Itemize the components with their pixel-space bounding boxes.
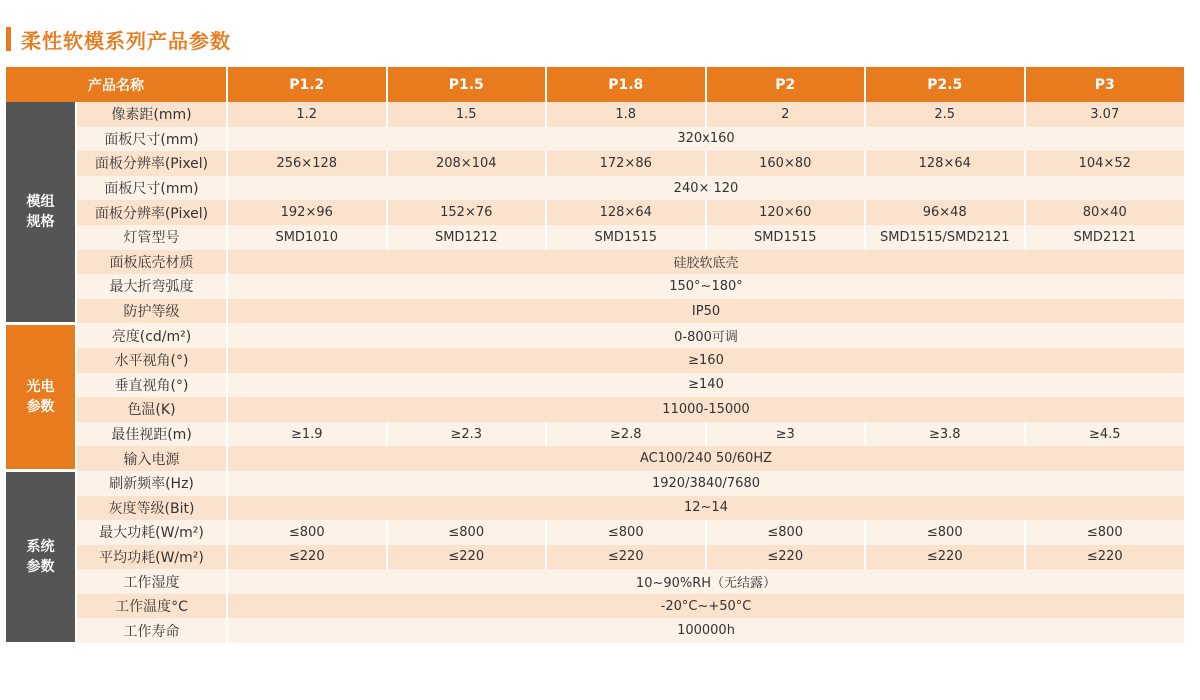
header-product-name: 产品名称 [6,67,227,102]
table-row [6,250,1184,275]
row-value: ≤220 [865,545,1025,570]
row-label: 最大功耗(W/m²) [76,520,227,545]
group-label: 系统 参数 [6,471,76,643]
row-value-merged: 150°~180° [227,274,1184,299]
table-row [6,225,1184,250]
group-label: 光电 参数 [6,323,76,471]
row-value: ≥2.3 [387,422,547,447]
header-model: P3 [1025,67,1185,102]
row-value: ≤220 [1025,545,1185,570]
row-label: 最佳视距(m) [76,422,227,447]
row-label: 刷新频率(Hz) [76,471,227,496]
table-row [6,397,1184,422]
row-value: ≤220 [227,545,387,570]
row-value-merged: 0-800可调 [227,323,1184,348]
row-label: 工作寿命 [76,618,227,643]
row-value: ≤220 [387,545,547,570]
row-value-merged: 240× 120 [227,176,1184,201]
row-value: 2 [706,102,866,127]
row-value: 192×96 [227,200,387,225]
table-row [6,299,1184,324]
row-label: 亮度(cd/m²) [76,323,227,348]
row-value: 208×104 [387,151,547,176]
row-value: ≤220 [546,545,706,570]
row-label: 面板尺寸(mm) [76,176,227,201]
header-model: P2 [706,67,866,102]
row-label: 面板分辨率(Pixel) [76,151,227,176]
header-model: P2.5 [865,67,1025,102]
row-label: 垂直视角(°) [76,373,227,398]
table-row [6,569,1184,594]
row-label: 水平视角(°) [76,348,227,373]
row-value-merged: 10~90%RH（无结露） [227,569,1184,594]
row-value-merged: ≥140 [227,373,1184,398]
row-value: 160×80 [706,151,866,176]
row-value: ≥3 [706,422,866,447]
row-label: 平均功耗(W/m²) [76,545,227,570]
row-value-merged: ≥160 [227,348,1184,373]
row-value: 120×60 [706,200,866,225]
row-value: 96×48 [865,200,1025,225]
header-model: P1.2 [227,67,387,102]
row-value: 128×64 [865,151,1025,176]
row-label: 输入电源 [76,446,227,471]
row-value: ≤800 [227,520,387,545]
row-value: 1.5 [387,102,547,127]
table-row [6,545,1184,570]
table-row [6,446,1184,471]
row-label: 色温(K) [76,397,227,422]
row-value: ≤800 [546,520,706,545]
row-value-merged: IP50 [227,299,1184,324]
table-row [6,102,1184,127]
table-row [6,373,1184,398]
row-label: 像素距(mm) [76,102,227,127]
row-label: 面板分辨率(Pixel) [76,200,227,225]
row-value: ≥3.8 [865,422,1025,447]
table-header-row [6,67,1184,102]
row-label: 工作温度°C [76,594,227,619]
header-model: P1.8 [546,67,706,102]
row-value: ≥4.5 [1025,422,1185,447]
table-row [6,127,1184,152]
table-row [6,471,1184,496]
row-value-merged: 1920/3840/7680 [227,471,1184,496]
row-value: SMD1515/SMD2121 [865,225,1025,250]
row-value: SMD1515 [706,225,866,250]
row-value: 104×52 [1025,151,1185,176]
row-label: 工作湿度 [76,569,227,594]
row-label: 灰度等级(Bit) [76,496,227,521]
page-heading [6,26,231,52]
row-value: ≥1.9 [227,422,387,447]
group-label: 模组 规格 [6,102,76,323]
row-value: SMD2121 [1025,225,1185,250]
row-value: ≤800 [865,520,1025,545]
row-value-merged: AC100/240 50/60HZ [227,446,1184,471]
table-row [6,594,1184,619]
row-value-merged: 320x160 [227,127,1184,152]
row-label: 灯管型号 [76,225,227,250]
row-value: 152×76 [387,200,547,225]
table-body [6,102,1184,643]
row-label: 面板底壳材质 [76,250,227,275]
row-value: 80×40 [1025,200,1185,225]
table-row [6,323,1184,348]
row-value: 128×64 [546,200,706,225]
row-value: 256×128 [227,151,387,176]
table-row [6,496,1184,521]
row-value: 172×86 [546,151,706,176]
row-value: 3.07 [1025,102,1185,127]
spec-table [6,67,1184,645]
row-label: 最大折弯弧度 [76,274,227,299]
row-value: 1.8 [546,102,706,127]
table-row [6,422,1184,447]
row-value: 1.2 [227,102,387,127]
title-accent-bar [6,27,11,51]
table-row [6,618,1184,643]
row-value: SMD1515 [546,225,706,250]
row-label: 防护等级 [76,299,227,324]
table-row [6,200,1184,225]
row-value: SMD1010 [227,225,387,250]
page-title: 柔性软模系列产品参数 [21,28,231,53]
table-row [6,348,1184,373]
row-label: 面板尺寸(mm) [76,127,227,152]
row-value: SMD1212 [387,225,547,250]
row-value: ≤800 [706,520,866,545]
row-value: ≤800 [1025,520,1185,545]
row-value: ≤220 [706,545,866,570]
row-value-merged: 100000h [227,618,1184,643]
row-value: 2.5 [865,102,1025,127]
table-row [6,274,1184,299]
row-value-merged: 12~14 [227,496,1184,521]
row-value-merged: 硅胶软底壳 [227,250,1184,275]
table-row [6,151,1184,176]
row-value: ≤800 [387,520,547,545]
row-value: ≥2.8 [546,422,706,447]
row-value-merged: 11000-15000 [227,397,1184,422]
row-value-merged: -20°C~+50°C [227,594,1184,619]
header-model: P1.5 [387,67,547,102]
table-row [6,520,1184,545]
table-row [6,176,1184,201]
